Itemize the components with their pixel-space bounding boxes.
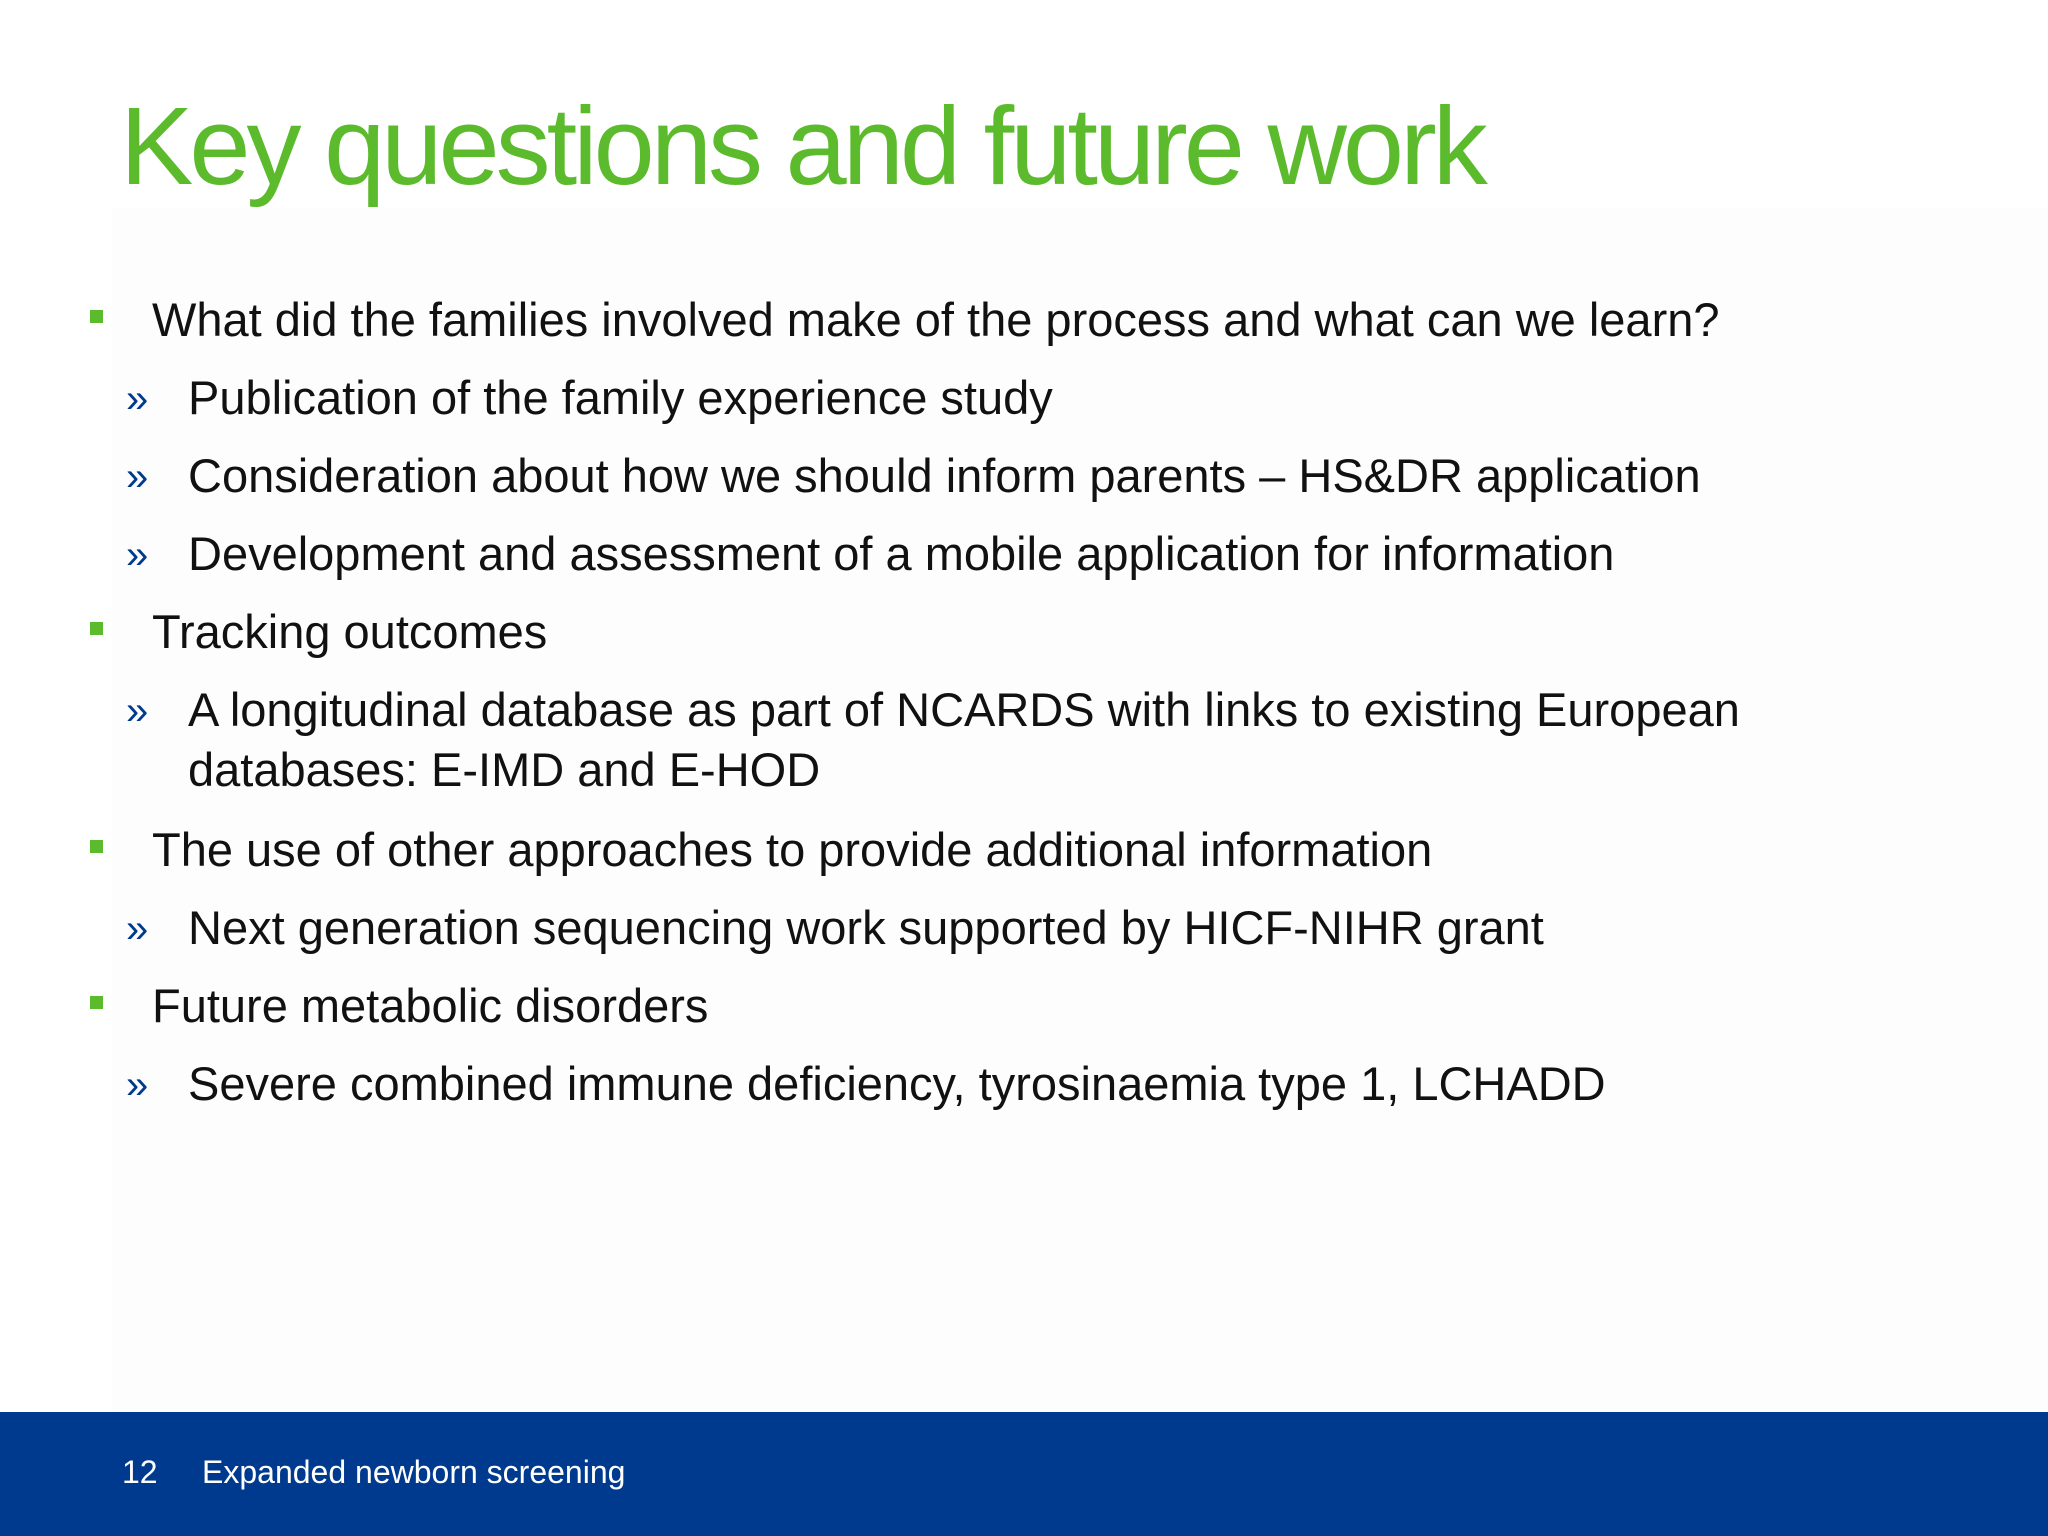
double-chevron-bullet-icon: »	[126, 377, 149, 421]
footer-band	[0, 1412, 2048, 1536]
sub-bullet-text: Publication of the family experience study	[188, 371, 1053, 424]
sub-bullet-text: Development and assessment of a mobile application for information	[188, 527, 1615, 580]
sub-bullet-text-continuation: databases: E-IMD and E-HOD	[188, 743, 821, 796]
bullet-text: The use of other approaches to provide additional information	[152, 823, 1433, 876]
footer-title: Expanded newborn screening	[202, 1454, 626, 1490]
bullet-text: Future metabolic disorders	[152, 979, 709, 1032]
green-square-bullet-icon	[90, 996, 103, 1009]
sub-bullet-text: Next generation sequencing work supported by HICF-NIHR grant	[188, 901, 1544, 954]
double-chevron-bullet-icon: »	[126, 455, 149, 499]
sub-bullet-text: Consideration about how we should inform parents – HS&DR application	[188, 449, 1701, 502]
double-chevron-bullet-icon: »	[126, 689, 149, 733]
green-square-bullet-icon	[90, 310, 103, 323]
green-square-bullet-icon	[90, 840, 103, 853]
double-chevron-bullet-icon: »	[126, 907, 149, 951]
double-chevron-bullet-icon: »	[126, 1063, 149, 1107]
bullet-text: What did the families involved make of the process and what can we learn?	[152, 293, 1720, 346]
green-square-bullet-icon	[90, 622, 103, 635]
slide-title: Key questions and future work	[120, 85, 1484, 208]
sub-bullet-text: Severe combined immune deficiency, tyrosinaemia type 1, LCHADD	[188, 1057, 1606, 1110]
sub-bullet-text: A longitudinal database as part of NCARDS with links to existing European	[188, 683, 1740, 736]
double-chevron-bullet-icon: »	[126, 533, 149, 577]
bullet-text: Tracking outcomes	[152, 605, 548, 658]
slide-number: 12	[122, 1454, 158, 1490]
